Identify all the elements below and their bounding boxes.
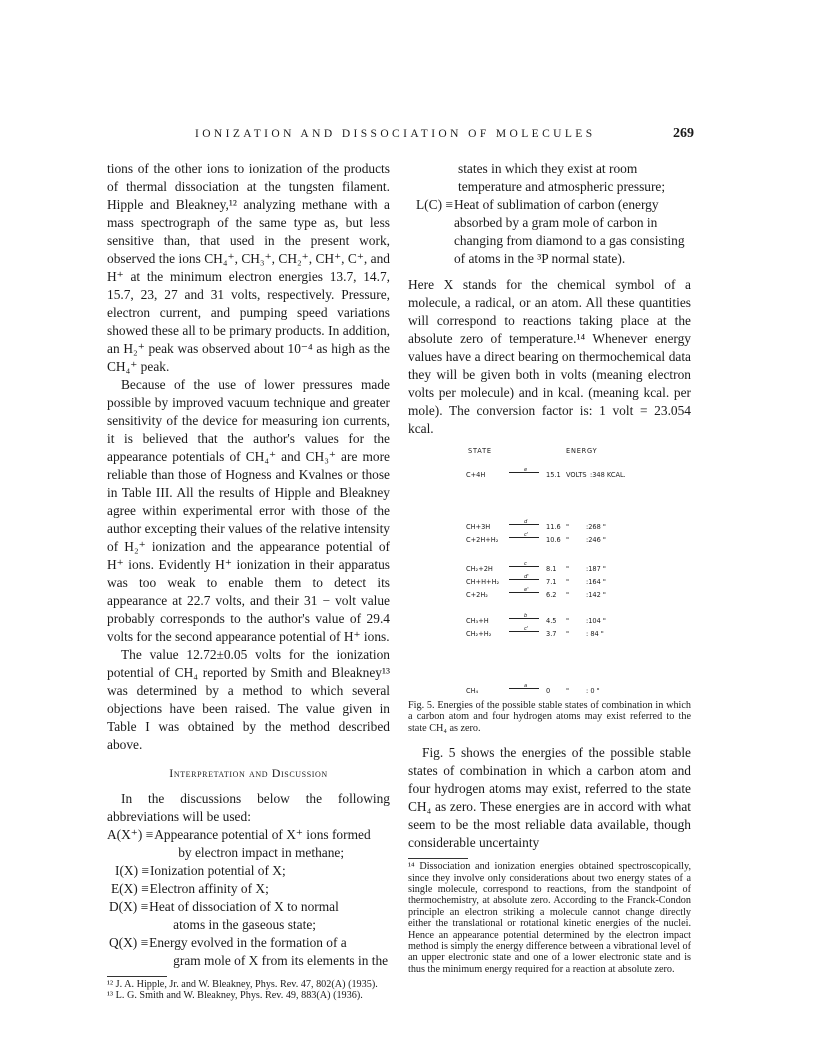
energy-volts: 11.6 [546,523,561,531]
energy-unit: " [566,578,570,586]
level-letter: a [524,683,528,689]
abbreviation-term: D(X) ≡ [109,899,149,914]
energy-volts: 8.1 [546,565,557,573]
energy-unit: VOLTS [566,471,587,479]
level-letter: d [524,519,528,525]
footnote: ¹² J. A. Hipple, Jr. and W. Bleakney, Phys. Rev. 47, 802(A) (1935). [107,979,378,990]
energy-volts: 3.7 [546,630,557,638]
paragraph: Because of the use of lower pressures made possible by improved vacuum technique and greater sensitivity of the device for measuring ion currents, it is believed that the author's values for the appearance potentials of CH₄⁺ and CH₃⁺ are more reliable than those of Hogness and Kvalnes or those in Table III. All the results of Hipple and Bleakney agree within experimental error with those of the author excepting their values of the relative intensity of H₂⁺ ionization and the appearance potential of H⁺ ions. Evidently H⁺ ionization in their apparatus was too weak to enable them to detect its appearance at 22.7 volts, and their 31 − volt value probably corresponds to the author's value of 29.4 volts for the second appearance potential of H⁺ ions. [107,377,390,644]
abbreviation-continuation: states in which they exist at room temperature and atmospheric pressure; [458,161,666,194]
level-letter: e' [524,587,529,593]
energy-level-row [408,625,691,636]
abbreviation-item [107,934,390,970]
energy-level-figure [408,442,691,695]
abbreviation-item [107,898,390,934]
energy-unit: " [566,536,570,544]
abbreviation-definition: Electron affinity of X; [149,881,269,896]
state-label: CH+3H [466,523,491,531]
state-label: C+4H [466,471,486,479]
paragraph: tions of the other ions to ionization of the products of thermal dissociation at the tungsten filament. Hipple and Bleakney,¹² analyzing methane with a mass spectrograph of the same type as, but less sensitive than, that used in the present work, observed the ions CH₄⁺, CH₃⁺, CH₂⁺, CH⁺, C⁺, and H⁺ at the minimum electron energies 13.7, 14.7, 15.7, 23, 27 and 31 volts, respectively. Pressure, electron current, and pumping speed variations showed these all to be primary products. In addition, an H₂⁺ peak was observed about 10⁻⁴ as high as the CH₄⁺ peak. [107,161,390,374]
level-letter: c [524,561,527,567]
energy-kcal: :142 " [586,591,606,599]
energy-kcal: : 84 " [586,630,604,638]
abbreviation-term: L(C) ≡ [416,197,453,212]
abbreviation-definition [149,898,390,934]
energy-kcal: :164 " [586,578,606,586]
energy-volts: 10.6 [546,536,561,544]
definition-continuation: by electron impact in methane; [178,845,345,860]
paragraph: In the discussions below the following abbreviations will be used: [107,791,390,824]
energy-kcal: :268 " [586,523,606,531]
paragraph: Here X stands for the chemical symbol of a molecule, a radical, or an atom. All these quantities will correspond to reactions taking place at the absolute zero of temperature.¹⁴ Whenever energy values have a direct bearing on thermochemical data they will be given both in volts (meaning electron volts per molecule) and in kcal. (meaning kcal. per mole). The conversion factor is: 1 volt = 23.054 kcal. [408,277,691,436]
abbreviation-item [408,196,691,268]
energy-kcal: :246 " [586,536,606,544]
level-letter: c' [524,626,529,632]
level-letter: e [524,467,528,473]
energy-volts: 7.1 [546,578,557,586]
abbreviation-definition [149,934,390,970]
state-label: CH₄ [466,687,479,695]
level-letter: d' [524,574,529,580]
abbreviation-item [107,826,390,862]
energy-volts: 4.5 [546,617,557,625]
abbreviation-term: E(X) ≡ [111,881,149,896]
state-label: C+2H₂ [466,591,488,599]
energy-unit: " [566,687,570,695]
paragraph: The value 12.72±0.05 volts for the ionization potential of CH₄ reported by Smith and Bleakney¹³ was determined by a method to which several objections have been raised. The value given in Table I was obtained by the method described above. [107,647,390,752]
figure-caption: Fig. 5. Energies of the possible stable states of combination in which a carbon atom and four hydrogen atoms may exist referred to the state CH₄ as zero. [408,700,691,734]
abbreviation-definition [154,826,390,862]
paragraph: Fig. 5 shows the energies of the possible stable states of combination in which a carbon atom and four hydrogen atoms may exist, referred to the state CH₄ as zero. These energies are in accord with what seem to be the most reliable data available, though considerable uncertainty [408,745,691,851]
abbreviation-definition: Heat of sublimation of carbon (energy absorbed by a gram mole of carbon in changing from diamond to a gas consisting of atoms in the ³P normal state). [453,197,685,266]
definition-text: Appearance potential of X⁺ ions formed [154,827,371,842]
energy-volts: 15.1 [546,471,561,479]
energy-kcal: :348 KCAL. [590,471,626,479]
abbreviation-item [107,862,390,880]
energy-volts: 6.2 [546,591,557,599]
figure-state-header: STATE [468,447,492,455]
energy-level-row [408,560,691,571]
abbreviation-term: Q(X) ≡ [109,935,149,950]
energy-level-row [408,518,691,529]
definition-continuation: gram mole of X from its elements in the [173,953,389,968]
running-title: IONIZATION AND DISSOCIATION OF MOLECULES [195,128,596,140]
energy-unit: " [566,565,570,573]
state-label: CH+H+H₂ [466,578,500,586]
energy-level-row [408,573,691,584]
right-column [408,160,691,975]
abbreviation-term: I(X) ≡ [115,863,149,878]
footnote: ¹³ L. G. Smith and W. Bleakney, Phys. Rev. 49, 883(A) (1936). [107,990,363,1002]
state-label: C+2H+H₂ [466,536,499,544]
energy-unit: " [566,591,570,599]
footnote: ¹⁴ Dissociation and ionization energies obtained spectroscopically, since they involve only considerations about two energy states of a single molecule, correspond to reactions, from the standpoint of thermochemistry, at absolute zero. According to the Franck-Condon principle an electron striking a molecule cannot change directly either the translational or rotational kinetic energies of the nuclei. Hence an appearance potential determined by the electron impact method is simply the energy difference between a vibrational level of an upper electronic state and one of a lower electronic state and is thus the minimum energy required for a reaction at absolute zero. [408,861,691,975]
figure-energy-header: ENERGY [566,447,598,455]
energy-level-row [408,682,691,693]
left-column [107,160,390,1002]
energy-volts: 0 [546,687,551,695]
level-letter: b [524,613,528,619]
state-label: CH₂+H₂ [466,630,492,638]
abbreviation-list [107,826,390,970]
energy-unit: " [566,523,570,531]
energy-unit: " [566,617,570,625]
definition-text: Energy evolved in the formation of a [149,935,347,950]
energy-level-row [408,466,691,477]
state-label: CH₃+H [466,617,489,625]
energy-kcal: :187 " [586,565,606,573]
state-label: CH₂+2H [466,565,493,573]
energy-level-row [408,586,691,597]
energy-level-row [408,531,691,542]
definition-text: Heat of dissociation of X to normal [149,899,339,914]
footnote-rule [107,976,167,977]
abbreviation-item [107,880,390,898]
energy-kcal: :104 " [586,617,606,625]
energy-level-row [408,612,691,623]
energy-unit: " [566,630,570,638]
footnote-rule [408,858,468,859]
abbreviation-term: A(X⁺) ≡ [107,827,154,842]
section-heading: Interpretation and Discussion [169,766,328,780]
page-number: 269 [673,126,694,141]
level-letter: c' [524,532,529,538]
abbreviation-definition: Ionization potential of X; [149,863,286,878]
definition-continuation: atoms in the gaseous state; [173,917,316,932]
energy-kcal: : 0 " [586,687,600,695]
